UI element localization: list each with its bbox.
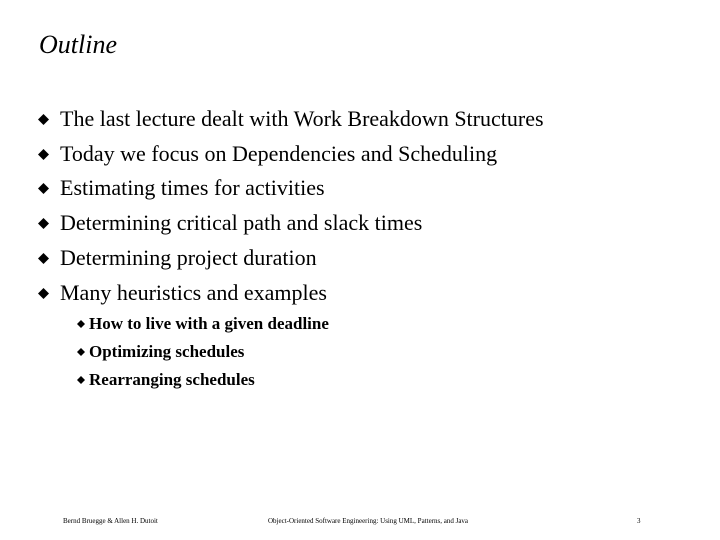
footer-book-title: Object-Oriented Software Engineering: Using UML, Patterns, and Java xyxy=(268,517,469,525)
bullet-text: Determining critical path and slack times xyxy=(60,210,423,235)
sub-bullet-text: Rearranging schedules xyxy=(89,370,255,389)
diamond-bullet-icon xyxy=(38,114,49,125)
diamond-bullet-icon xyxy=(38,149,49,160)
bullet-text: Estimating times for activities xyxy=(60,175,325,200)
diamond-bullet-icon xyxy=(38,218,49,229)
diamond-bullet-icon xyxy=(38,183,49,194)
sub-bullet-text: How to live with a given deadline xyxy=(89,314,329,333)
diamond-bullet-icon xyxy=(38,253,49,264)
slide-title: Outline xyxy=(39,30,117,59)
bullet-text: Today we focus on Dependencies and Scheduling xyxy=(60,141,498,166)
small-diamond-bullet-icon xyxy=(77,376,85,384)
bullet-text: The last lecture dealt with Work Breakdown Structures xyxy=(60,106,544,131)
footer-page-number: 3 xyxy=(637,517,641,525)
bullet-text: Determining project duration xyxy=(60,245,317,270)
footer-authors: Bernd Bruegge & Allen H. Dutoit xyxy=(63,517,158,525)
sub-bullet-text: Optimizing schedules xyxy=(89,342,245,361)
small-diamond-bullet-icon xyxy=(77,320,85,328)
bullet-text: Many heuristics and examples xyxy=(60,280,327,305)
diamond-bullet-icon xyxy=(38,288,49,299)
small-diamond-bullet-icon xyxy=(77,348,85,356)
